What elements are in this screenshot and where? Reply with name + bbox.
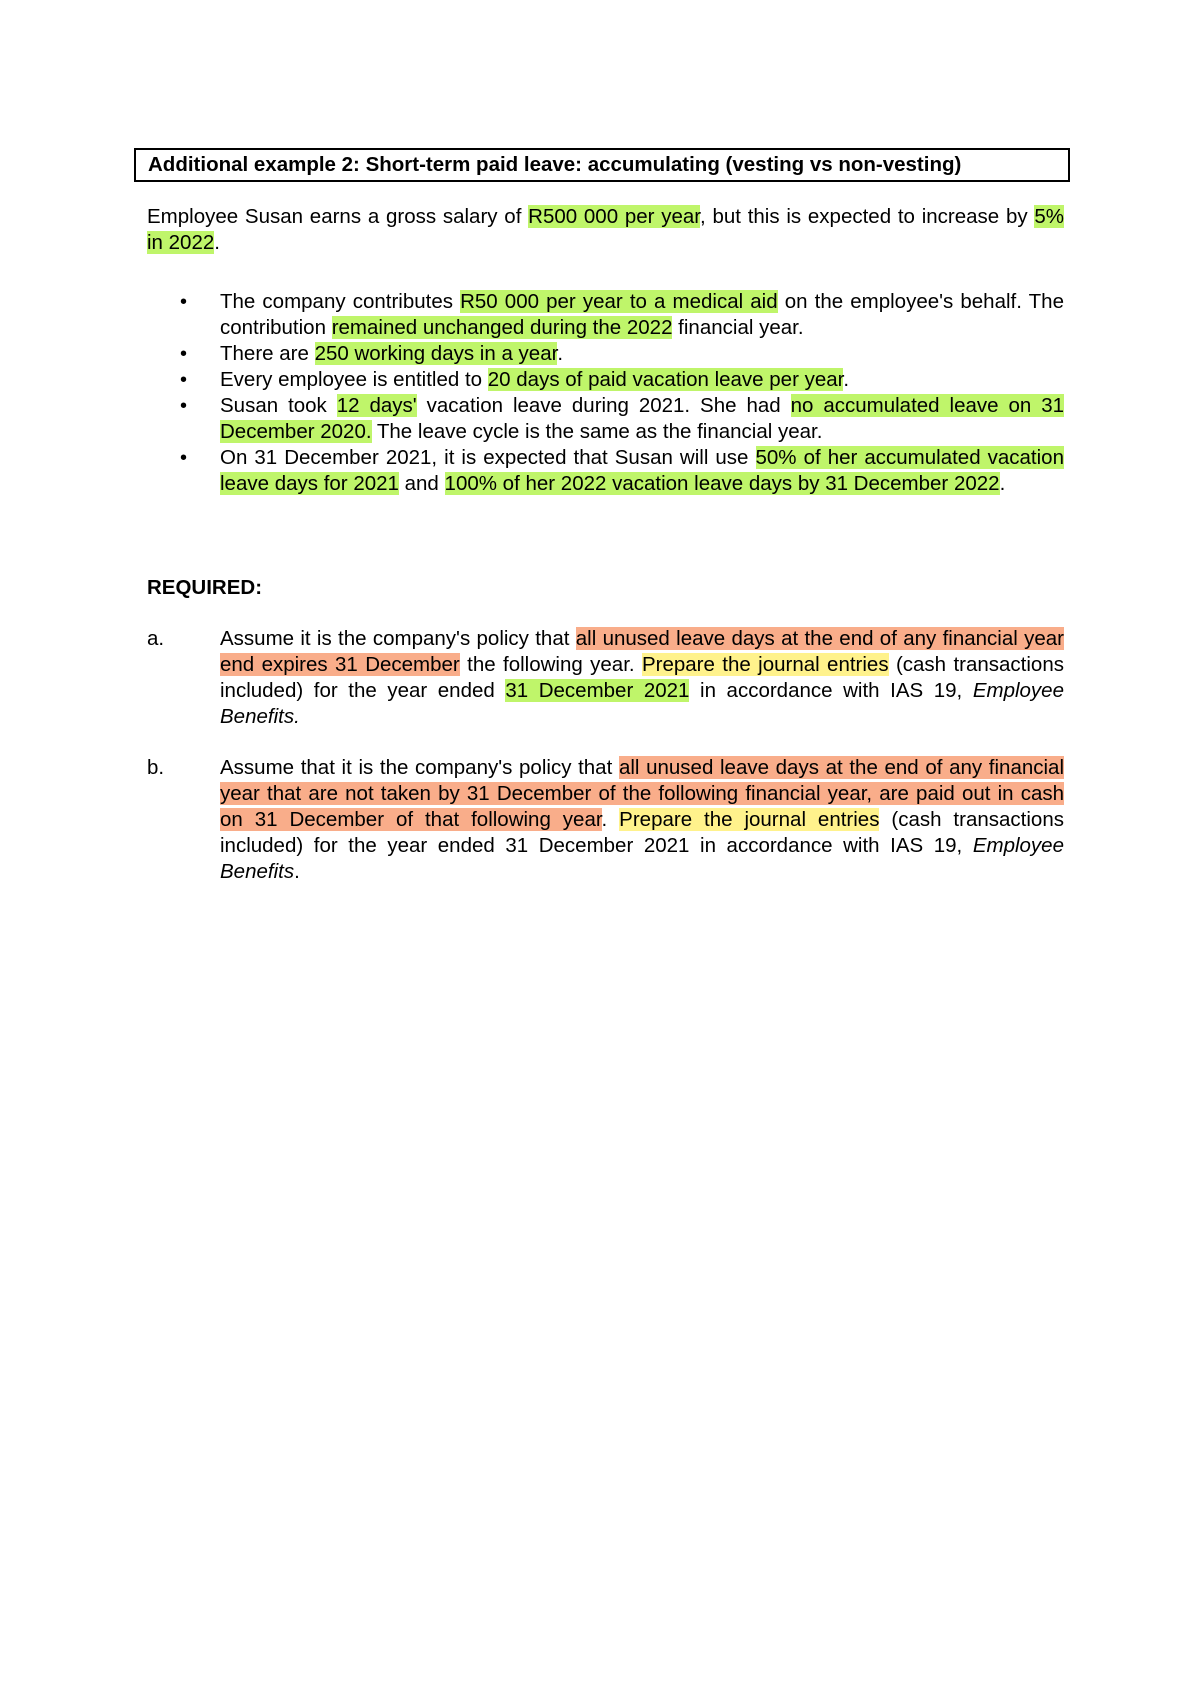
bullet-text: on the employee's behalf. The contribution xyxy=(220,290,1064,339)
item-text xyxy=(220,626,1064,730)
list-item xyxy=(147,289,1064,341)
requirement-a xyxy=(147,626,1064,730)
bullet-icon: • xyxy=(180,343,188,365)
list-item xyxy=(147,341,1064,367)
highlight-task: Prepare the journal entries xyxy=(619,808,880,831)
highlight-salary: R500 000 per year xyxy=(528,205,700,228)
highlight-text: no accumulated leave on 31 December 2020. xyxy=(220,394,1065,443)
item-text xyxy=(220,755,1064,885)
required-heading: REQUIRED: xyxy=(147,576,263,599)
bullet-text: vacation leave during 2021. She had xyxy=(416,394,791,417)
list-item xyxy=(147,445,1064,497)
item-text-part: the following year. xyxy=(459,653,642,676)
intro-text: , but this is expected to increase by xyxy=(700,205,1035,228)
item-text-part: in accordance with IAS 19, xyxy=(689,679,973,702)
highlight-text: remained unchanged during the 2022 xyxy=(331,316,673,339)
highlight-increase: 5% in 2022 xyxy=(147,205,1064,254)
highlight-text: 20 days of paid vacation leave per year xyxy=(487,368,844,391)
requirement-b xyxy=(147,755,1064,885)
bullet-icon: • xyxy=(180,447,188,469)
bullet-icon: • xyxy=(180,369,188,391)
highlight-policy: all unused leave days at the end of any financial year end expires 31 December xyxy=(220,627,1064,676)
highlight-text: 250 working days in a year xyxy=(314,342,558,365)
bullet-text: . xyxy=(999,472,1006,495)
bullet-text: Every employee is entitled to xyxy=(220,368,488,391)
item-text-part: Assume that it is the company's policy that xyxy=(220,756,619,779)
bullet-text: financial year. xyxy=(672,316,804,339)
item-marker: a. xyxy=(147,627,165,650)
bullet-text: Susan took xyxy=(220,394,337,417)
bullet-text: On 31 December 2021, it is expected that Susan will use xyxy=(220,446,756,469)
highlight-text: 12 days' xyxy=(336,394,417,417)
bullet-text: and xyxy=(398,472,445,495)
bullet-text: . xyxy=(557,342,564,365)
list-item xyxy=(147,393,1064,445)
highlight-policy: all unused leave days at the end of any financial year that are not taken by 31 December of the following financial year, are paid out in cash on 31 December of that following year xyxy=(220,756,1065,831)
highlight-task: Prepare the journal entries xyxy=(641,653,889,676)
example-title: Additional example 2: Short-term paid leave: accumulating (vesting vs non-vesting) xyxy=(134,148,1070,182)
item-text-part: . xyxy=(294,860,300,883)
bullet-text: The leave cycle is the same as the financial year. xyxy=(371,420,823,443)
highlight-text: 50% of her accumulated vacation leave days for 2021 xyxy=(220,446,1064,495)
bullet-text: The company contributes xyxy=(220,290,461,313)
highlight-text: R50 000 per year to a medical aid xyxy=(460,290,778,313)
item-text-part: Assume it is the company's policy that xyxy=(220,627,576,650)
item-marker: b. xyxy=(147,756,165,779)
item-text-part: (cash transactions included) for the year ended xyxy=(220,653,1064,702)
standard-name: Employee Benefits. xyxy=(220,679,1064,728)
bullet-icon: • xyxy=(180,395,188,417)
list-item xyxy=(147,367,1064,393)
bullet-text: . xyxy=(843,368,850,391)
intro-text: Employee Susan earns a gross salary of xyxy=(147,205,529,228)
bullet-icon: • xyxy=(180,291,188,313)
highlight-date: 31 December 2021 xyxy=(505,679,690,702)
item-text-part: (cash transactions included) for the year ended 31 December 2021 in accordance with IAS 19, xyxy=(220,808,1064,857)
bullet-text: There are xyxy=(220,342,315,365)
intro-paragraph xyxy=(147,204,1064,256)
facts-list xyxy=(147,289,1064,497)
highlight-text: 100% of her 2022 vacation leave days by 31 December 2022 xyxy=(444,472,1000,495)
standard-name: Employee Benefits xyxy=(220,834,1064,883)
item-text-part: . xyxy=(601,808,620,831)
intro-text: . xyxy=(214,231,220,254)
